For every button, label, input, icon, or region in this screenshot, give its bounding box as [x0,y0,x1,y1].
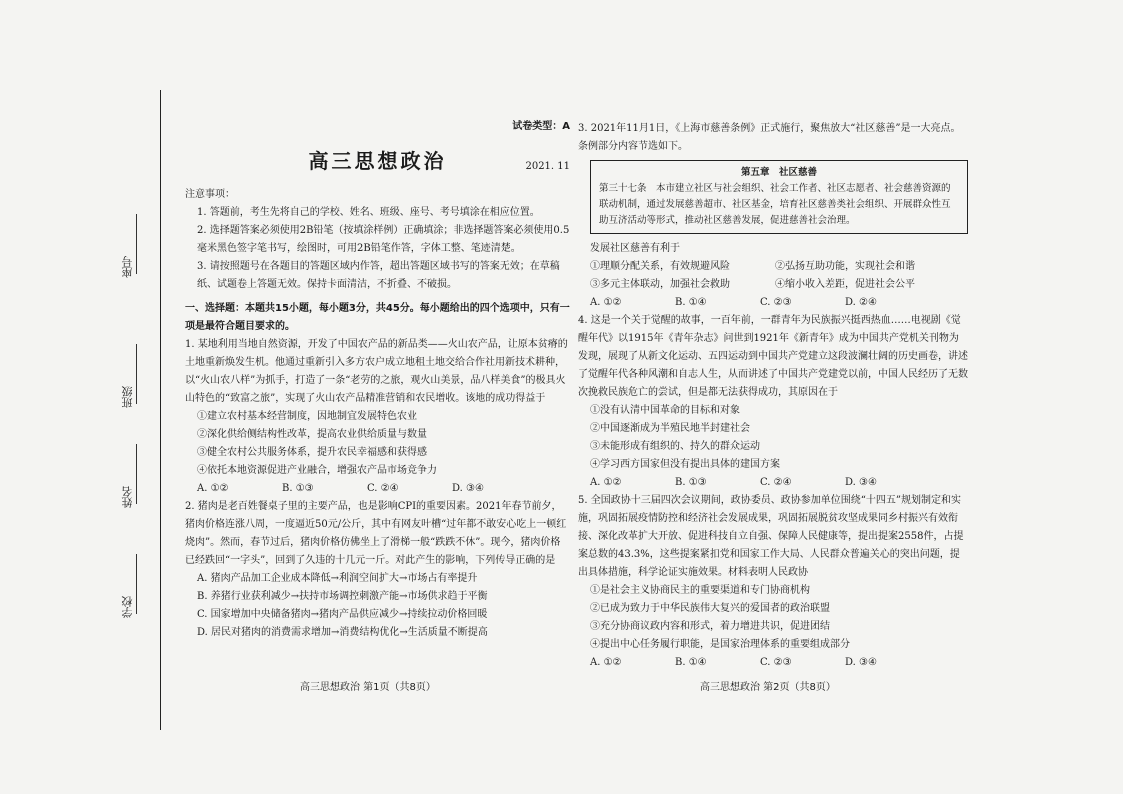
footer-page-1: 高三思想政治 第1页（共8页） [300,682,436,693]
note-2: 2. 选择题答案必须使用2B铅笔（按填涂样例）正确填涂；非选择题答案必须使用0.5毫米黑色签字笔书写，绘图时，可用2B铅笔作答，字体工整、笔迹清楚。 [197,225,570,254]
q3-option-c[interactable]: C. ②③ [760,297,792,308]
q3-ask: 发展社区慈善有利于 [590,243,680,254]
q3-items-row [578,276,968,294]
q5-item: ④提出中心任务履行职能，是国家治理体系的重要组成部分 [590,639,850,650]
q2-option-a[interactable]: A. 猪肉产品加工企业成本降低→利润空间扩大→市场占有率提升 [197,573,478,584]
q3-excerpt-box [590,160,968,234]
q4-option-b[interactable]: B. ①③ [675,477,707,488]
q4-option-c[interactable]: C. ②④ [760,477,792,488]
q3-box-text: 第三十七条 本市建立社区与社会组织、社会工作者、社区志愿者、社会慈善资源的联动机制，通过发展慈善超市、社区基金，培育社区慈善类社会组织、开展群众性互助互济活动等形式，推动社区慈善发展，促进慈善社会治理。 [599,183,951,226]
q3-box-title: 第五章 社区慈善 [740,167,817,178]
q3-item: ②弘扬互助功能，实现社会和谐 [775,261,915,272]
footer-page-2: 高三思想政治 第2页（共8页） [700,682,836,693]
q2-option-c[interactable]: C. 国家增加中央储备猪肉→猪肉产品供应减少→持续拉动价格回暖 [197,609,488,620]
q5-option-a[interactable]: A. ①② [590,657,622,668]
q1-item: ①建立农村基本经营制度，因地制宜发展特色农业 [197,411,417,422]
q3-item: ③多元主体联动，加强社会救助 [590,279,730,290]
q1-stem: 1. 某地利用当地自然资源，开发了中国农产品的新品类——火山农产品，让原本贫瘠的土地重新焕发生机。他通过重新引入多方农户成立地租土地交给合作社用新技术耕种，以“火山农八样”为抓手，打造了一条“老劳的之旅，观火山美景，品八样美食”的极具火山特色的“致富之旅”，实现了火山农产品精准营销和农民增收。该地的成功得益于 [185,339,568,404]
q1-option-c[interactable]: C. ②④ [367,483,399,494]
q4-item: ④学习西方国家但没有提出具体的建国方案 [590,459,780,470]
q4-item: ①没有认清中国革命的目标和对象 [590,405,740,416]
q1-item: ③健全农村公共服务体系，提升农民幸福感和获得感 [197,447,427,458]
left-page [185,118,570,642]
section-heading: 一、选择题：本题共15小题，每小题3分，共45分。每小题给出的四个选项中，只有一项是最符合题目要求的。 [185,303,570,332]
note-1: 1. 答题前，考生先将自己的学校、姓名、班级、座号、考号填涂在相应位置。 [197,207,540,218]
q3-stem: 3. 2021年11月1日，《上海市慈善条例》正式施行，聚焦放大“社区慈善”是一大亮点。条例部分内容节选如下。 [578,123,961,152]
side-field-seat: 座号 [120,210,140,278]
side-field-class: 班级 [120,340,140,408]
note-3: 3. 请按照题号在各题目的答题区域内作答，超出答题区域书写的答案无效；在草稿纸、试题卷上答题无效。保持卡面清洁，不折叠、不破损。 [197,261,560,290]
exam-type: 试卷类型：A [512,121,570,132]
q4-option-a[interactable]: A. ①② [590,477,622,488]
q4-item: ②中国逐渐成为半殖民地半封建社会 [590,423,750,434]
q5-stem: 5. 全国政协十三届四次会议期间，政协委员、政协参加单位围绕“十四五”规划制定和实施，巩固拓展疫情防控和经济社会发展成果，巩固拓展脱贫攻坚成果同乡村振兴有效衔接、深化改革扩大开放、促进科技自立自强、保障人民健康等，提出提案2558件，占提案总数的43.3%，这些提案紧扣党和国家工作大局、人民群众普遍关心的突出问题，提出具体措施，科学论证实施效果。材料表明人民政协 [578,495,964,578]
q3-options [578,294,968,312]
q4-stem: 4. 这是一个关于觉醒的故事，一百年前，一群青年为民族振兴挺西热血……电视剧《觉醒年代》以1915年《青年杂志》问世到1921年《新青年》成为中国共产党机关刊物为发现，展现了从新文化运动、五四运动到中国共产党建立这段波澜壮阔的历史画卷，讲述了觉醒年代各种风潮和自志人生，从而讲述了中国共产党建党以前，中国人民经历了无数次挽救民族危亡的尝试，但是都无法获得成功，其原因在于 [578,315,968,398]
q5-option-b[interactable]: B. ①④ [675,657,707,668]
q2-option-b[interactable]: B. 养猪行业获利减少→扶持市场调控刺激产能→市场供求趋于平衡 [197,591,488,602]
q5-item: ①是社会主义协商民主的重要渠道和专门协商机构 [590,585,810,596]
q5-item: ③充分协商议政内容和形式，着力增进共识，促进团结 [590,621,830,632]
q1-item: ②深化供给侧结构性改革，提高农业供给质量与数量 [197,429,427,440]
q3-items-row [578,258,968,276]
q3-item: ④缩小收入差距，促进社会公平 [775,279,915,290]
q5-item: ②已成为致力于中华民族伟大复兴的爱国者的政治联盟 [590,603,830,614]
q5-option-d[interactable]: D. ③④ [845,657,877,668]
q3-option-d[interactable]: D. ②④ [845,297,877,308]
binding-line [160,90,161,730]
q2-stem: 2. 猪肉是老百姓餐桌子里的主要产品，也是影响CPI的重要因素。2021年春节前夕，猪肉价格连涨八周，一度逼近50元/公斤，其中有网友叶槽“过年都不敢安心吃上一顿红烧肉”。然而，春节过后，猪肉价格仿佛坐上了滑梯一般“跌跌不休”。现今，猪肉价格已经跌回“一字头”，回到了久违的十几元一斤。对此产生的影响，下列传导正确的是 [185,501,567,566]
page-title: 高三思想政治 2021. 11 [185,152,570,170]
q1-option-a[interactable]: A. ①② [197,483,229,494]
side-field-school: 学校 [120,550,140,618]
q5-option-c[interactable]: C. ②③ [760,657,792,668]
q3-option-a[interactable]: A. ①② [590,297,622,308]
q4-item: ③未能形成有组织的、持久的群众运动 [590,441,760,452]
exam-date: 2021. 11 [525,161,570,172]
q4-options [578,474,968,492]
q1-option-b[interactable]: B. ①③ [282,483,314,494]
q4-option-d[interactable]: D. ③④ [845,477,877,488]
q3-item: ①理顺分配关系，有效规避风险 [590,261,730,272]
q2-option-d[interactable]: D. 居民对猪肉的消费需求增加→消费结构优化→生活质量不断提高 [197,627,488,638]
side-field-name: 姓名 [120,440,140,508]
notes-heading: 注意事项： [185,189,235,200]
q5-options [578,654,968,672]
q1-options [185,480,570,498]
q1-option-d[interactable]: D. ③④ [452,483,484,494]
q1-item: ④依托本地资源促进产业融合，增强农产品市场竞争力 [197,465,437,476]
right-page [578,120,968,672]
q3-option-b[interactable]: B. ①④ [675,297,707,308]
